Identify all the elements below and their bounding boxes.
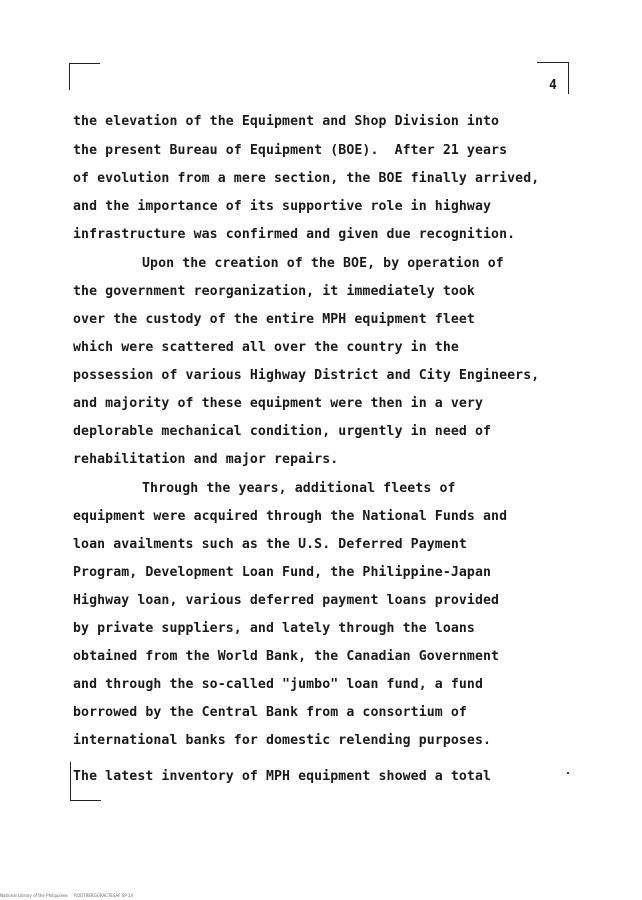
text-line: Highway loan, various deferred payment loans provided [73,593,500,608]
speck [567,772,569,774]
text-line: the present Bureau of Equipment (BOE). After 21 years [73,143,508,158]
text-line: of evolution from a mere section, the BOE finally arrived, [73,171,540,186]
text-line: which were scattered all over the country in the [73,340,459,355]
text-line: over the custody of the entire MPH equipment fleet [73,312,475,327]
text-line: the elevation of the Equipment and Shop Division into [73,114,500,129]
text-line: loan availments such as the U.S. Deferred Payment [73,537,467,552]
crop-mark-top-left [69,63,100,90]
text-line: borrowed by the Central Bank from a consortium of [73,705,467,720]
text-line: by private suppliers, and lately through the loans [73,621,475,636]
text-line: and the importance of its supportive role in highway [73,199,492,214]
footer-note: National Library of the Philippines ROOTRERGGRACTESAF SP 1// [0,893,134,898]
text-line: possession of various Highway District and City Engineers, [73,368,540,383]
text-line: international banks for domestic relending purposes. [73,733,492,748]
page-number: 4 [549,78,557,93]
text-line: and majority of these equipment were then in a very [73,396,484,411]
text-line: Program, Development Loan Fund, the Philippine-Japan [73,565,492,580]
text-line: rehabilitation and major repairs. [73,452,339,467]
text-line: The latest inventory of MPH equipment showed a total [73,769,492,784]
crop-mark-top-right-v [568,62,569,94]
text-line: infrastructure was confirmed and given due recognition. [73,227,516,242]
text-line: and through the so-called "jumbo" loan fund, a fund [73,677,484,692]
text-line: deplorable mechanical condition, urgently in need of [73,424,492,439]
text-line: the government reorganization, it immediately took [73,284,475,299]
text-line: Upon the creation of the BOE, by operation of [142,256,504,271]
text-line: Through the years, additional fleets of [142,481,456,496]
crop-mark-top-right-h [537,62,568,63]
text-line: obtained from the World Bank, the Canadian Government [73,649,500,664]
text-line: equipment were acquired through the National Funds and [73,509,508,524]
